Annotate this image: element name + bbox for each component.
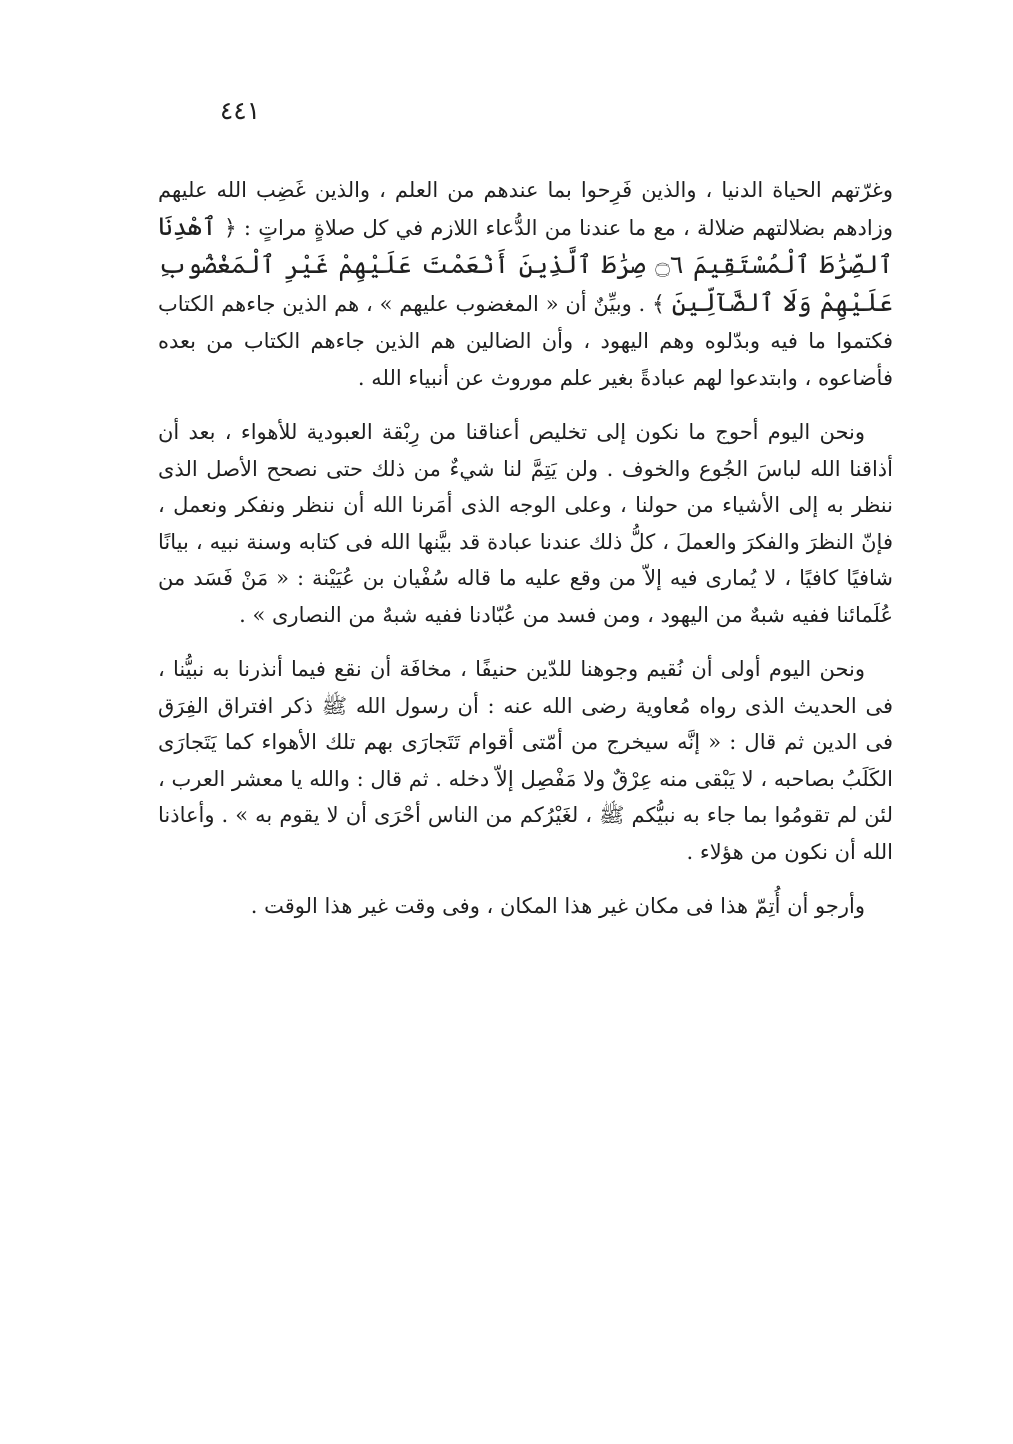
paragraph-1-outro: . وبيِّنٌ أن « المغضوب عليهم » ، هم الذين جاءهم الكتاب فكتموا ما فيه وبدّلوه وهم اليهود ، وأن الضالين هم الذين جاءهم الكتاب من بعده فأضاعوه ، وابتدعوا لهم عبادةً بغير علم موروث عن أنبياء الله . — [158, 291, 893, 390]
paragraph-1 — [158, 172, 893, 396]
body-text — [158, 172, 893, 925]
paragraph-4: وأرجو أن أُتِمّ هذا فى مكان غير هذا المكان ، وفى وقت غير هذا الوقت . — [250, 894, 865, 918]
paragraph-3: ونحن اليوم أولى أن نُقيم وجوهنا للدّين حنيفًا ، مخافَة أن نقع فيما أنذرنا به نبيُّنا ، فى الحديث الذى رواه مُعاوية رضى الله عنه : أن رسول الله ﷺ ذكر افتراق الفِرَق فى الدين ثم قال : « إنَّه سيخرج من أمّتى أقوام تَتَجارَى بهم تلك الأهواء كما يَتَجارَى الكَلَبُ بصاحبه ، لا يَبْقى منه عِرْقٌ ولا مَفْصِل إلاّ دخله . ثم قال : والله يا معشر العرب ، لئن لم تقومُوا بما جاء به نبيُّكم ﷺ ، لغَيْرُكم من الناس أحْرَى أن لا يقوم به » . وأعاذنا الله أن نكون من هؤلاء . — [158, 657, 893, 864]
quran-close-bracket: ﴾ — [652, 291, 665, 317]
paragraph-2: ونحن اليوم أحوج ما نكون إلى تخليص أعناقنا من رِبْقة العبودية للأهواء ، بعد أن أذاقنا الله لباسَ الجُوع والخوف . ولن يَتِمَّ لنا شيءٌ من ذلك حتى نصحح الأصل الذى ننظر به إلى الأشياء من حولنا ، وعلى الوجه الذى أمَرنا الله أن ننظر ونفكر ونعمل ، فإنّ النظرَ والفكرَ والعملَ ، كلُّ ذلك عندنا عبادة قد بيَّنها الله فى كتابه وسنة نبيه ، بيانًا شافيًا كافيًا ، لا يُمارى فيه إلاّ من وقع عليه ما قاله سُفْيان بن عُيَيْنة : « مَنْ فَسَد من عُلَمائنا ففيه شبهٌ من اليهود ، ومن فسد من عُبّادنا ففيه شبهٌ من النصارى » . — [158, 420, 893, 627]
quran-open-bracket: ﴿ — [223, 215, 237, 241]
page-number: ٤٤١ — [219, 96, 261, 125]
paragraph-1-intro: وغرّتهم الحياة الدنيا ، والذين فَرِحوا بما عندهم من العلم ، والذين غَضِب الله عليهم وزادهم بضلالتهم ضلالة ، مع ما عندنا من الدُّعاء اللازم في كل صلاةٍ مراتٍ : — [158, 178, 893, 240]
quran-verse: ٱهْدِنَا ٱلصِّرَٰطَ ٱلْمُسْتَقِيمَ ۝٦ صِرَٰطَ ٱلَّذِينَ أَنْعَمْتَ عَلَيْهِمْ غَيْرِ ٱلْمَغْضُوبِ عَلَيْهِمْ وَلَا ٱلضَّآلِّينَ — [158, 211, 893, 317]
